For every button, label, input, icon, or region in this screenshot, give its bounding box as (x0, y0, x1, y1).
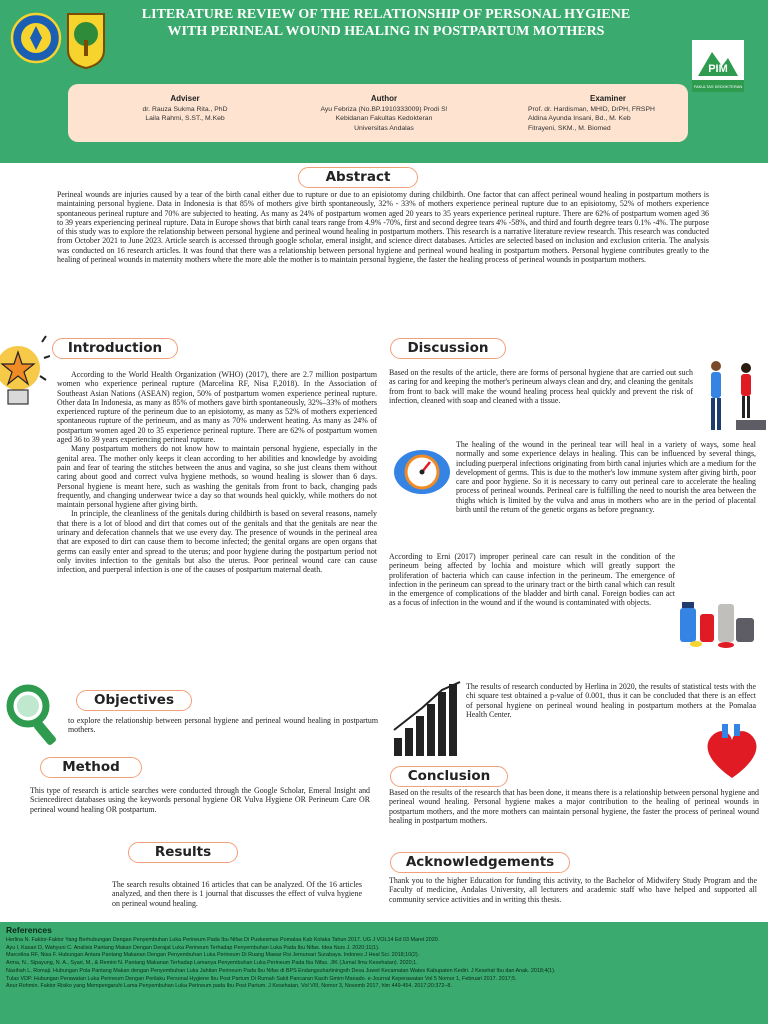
magnifier-icon (0, 678, 66, 752)
references-section (0, 922, 768, 1024)
discussion-heading: Discussion (390, 338, 506, 359)
examiner-name: Prof. dr. Hardisman, MHID, DrPH, FRSPH (528, 105, 655, 113)
author-line: Universitas Andalas (354, 124, 414, 132)
abstract-heading: Abstract (298, 167, 418, 188)
discussion-paragraph-2 (456, 440, 756, 514)
method-paragraph: This type of research is article searches were conducted through the Google Scholar, Emeral Insight and Sciencedirect databases using the keywords personal hygiene OR Vulva Hygiene OR Perineum Care OR perineal wound healing OR postpartum. (30, 786, 370, 814)
reference-item: Herlina N. Faktor-Faktor Yang Berhubungan Dengan Penyembuhan Luka Perineum Pada Ibu Nifas Di Puskesmas Pomalaa Kab Kolaka Tahun 2017. UG J VOL14 Ed 03 Maret 2020. (6, 937, 440, 943)
university-seal-icon (10, 8, 62, 70)
introduction-paragraph-1: According to the World Health Organization (WHO) (2017), there are 2.7 million postpartum women who experience perineal rupture (Marcelina RF, Nisa F,2018). In the Association of Southeast Asian Nations (ASEAN) region, 50% of postpartum women experience perineal rupture. Other data In Indonesia, as many as 85% of mothers gave birth spontaneously, 32%–33% of mothers experienced rupture of the perineum due to an episiotomy, as many as 52% of mothers experienced spontaneous rupture of the perineum, and as many as 70% underwent heating. As many as 24% of postpartum women aged 20 to 35 experience perineal rupture. There are 62% of postpartum women aged 36 to 39 years experiencing perineal rupture. (57, 370, 377, 445)
lightbulb-icon (0, 328, 50, 424)
pim-logo-text: PIM (708, 63, 728, 75)
discussion-text-2: The healing of the wound in the perineal tear will heal in a variety of ways, some heal normally and some experience delays in healing. This can be influenced by several things, including puerperal infections originating from birth canal injuries which are a medium for the development of germs. This is due to the mother's low immune system after giving birth, poor care and poor hygiene. So it is necessary to carry out perineal care to accelerate the healing process of perineal wounds. Perineal care is fulfilling the need to nourish the area between the thighs which is limited by the vulva and anus in mothers who are in the period of placental birth until the return of the genetic organs as before pregnancy. (456, 440, 756, 515)
conclusion-text (389, 788, 759, 825)
andalas-tree-icon (64, 10, 108, 70)
objectives-paragraph: to explore the relationship between personal hygiene and perineal wound healing in postpartum mothers. (68, 716, 378, 735)
introduction-paragraph-3: In principle, the cleanliness of the genitals during childbirth is based on several reasons, namely that there is a lot of blood and dirt that comes out of the genitals and that the genitals are near the urinary and defecation channels that we use every day. The presence of wounds in the perineal area that are exposed to dirt can cause them to become infected; the genital organs are open organs that germs can easily enter and spread to the uterus; and poor hygiene during the postpartum period not only invites infection to the genitals but also the uterus. Poor perineal wound care can cause infection, and puerperal infection is one of the causes of postpartum maternal death. (57, 509, 377, 575)
references-heading: References (6, 925, 52, 935)
header-banner (0, 0, 768, 163)
bar-chart-illustration-icon (392, 680, 464, 758)
introduction-paragraph-2: Many postpartum mothers do not know how to maintain personal hygiene, especially in the genital area. The mother only keeps it clean according to her abilities and knowledge by avoiding pain and fear of tearing the stitches between the anus and vagina, so she just cleans them without caring about good and correct vulva hygiene methods, so wound healing is slower than 6 days. Personal hygiene is meant here, such as washing the genitals from front to back, changing pads frequently, and changing underwear twice a day so that wounds heal quickly, while mothers do not maintain personal hygiene after giving birth. (57, 444, 377, 510)
examiner-heading: Examiner (589, 94, 627, 103)
objectives-heading: Objectives (76, 690, 192, 711)
medicine-bottles-icon (676, 590, 760, 650)
examiner-name: Fitrayeni, SKM., M. Biomed (528, 124, 611, 132)
reference-item: Tulas VDP. Hubungan Perawatan Luka Perineum Dengan Perilaku Personal Hygiene Ibu Post Partum Di Rumah Sakit Pancaran Kasih Gmim Manado. e-Journal Keperawatan Vol 5 Nomor 1, Februari 2017. 2017;5. (6, 975, 517, 982)
conclusion-heading: Conclusion (390, 766, 508, 787)
fitness-people-icon (702, 356, 768, 440)
discussion-paragraph-4 (466, 682, 756, 719)
author-block (292, 94, 476, 133)
discussion-text-3: According to Erni (2017) improper perineal care can result in the condition of the perineum being affected by lochia and moisture which will greatly support the proliferation of bacteria which can cause infection in the perineum. The emergence of infection in the perineum can spread to the urinary tract or the birth canal which can result in the emergence of complications of the bladder and birth canal. Foreign bodies can act as a focus of infection in the wound and if the wound is contaminated with objects. (389, 552, 675, 608)
examiner-name: Aldina Ayunda Insani, Bd., M. Keb (528, 115, 631, 122)
acknowledgements-heading: Acknowledgements (390, 852, 570, 873)
objectives-text (68, 716, 378, 735)
method-heading: Method (40, 757, 142, 778)
heart-organ-icon (700, 722, 764, 780)
adviser-heading: Adviser (170, 94, 200, 103)
discussion-text-4: The results of research conducted by Herlina in 2020, the results of statistical tests with the chi square test obtained a p-value of 0.001, thus it can be concluded that there is an effect of personal hygiene on perineal wound healing in postpartum mothers at the Pomalaa Health Center. (466, 682, 756, 719)
abstract-paragraph: Perineal wounds are injuries caused by a tear of the birth canal either due to rupture or due to an episiotomy during childbirth. One factor that can affect perineal wound healing in postpartum mothers is maintaining personal hygiene. Data in Indonesia is that 85% of mothers give birth spontaneously, 32% - 33% of mothers experience perineal rupture due to an episiotomy, 52% of mothers experience spontaneous perineal rupture and 70% are subjected to heating. As many as 24% of postpartum women aged 20 years to 35 years experience perineal rupture. There are 62% of postpartum women aged 36 to 39 years experiencing perineal rupture. Data in Europe shows that birth canal tears range from 4.9% -70%, first and second degree tears 4% -58%, and third and fourth degree tears 0.1% -4%. The purpose of this study was to explore the relationship between personal hygiene and perineal wound healing in postpartum mothers. This research is a narrative literature review research. This research was conducted from October 2021 to June 2023. Article search is accessed through google scholar, emeral insight, and science direct databases. Articles are selected based on inclusion and exclusion criteria. The analysis was conducted on 16 research articles. It was found that there was a relationship between personal hygiene and perineal wound healing in postpartum mothers. Personal hygiene contributes greatly to the healing of perineal wounds in maternity mothers where the more able the mother is to maintain personal hygiene, the faster the healing process of perineal wounds in postpartum mothers. (57, 190, 709, 265)
title-line-1: LITERATURE REVIEW OF THE RELATIONSHIP OF PERSONAL HYGIENE (141, 7, 631, 22)
method-text (30, 786, 370, 814)
adviser-block (120, 94, 250, 124)
acknowledgements-text (389, 876, 757, 904)
adviser-name: Laila Rahmi, S.ST., M.Keb (145, 115, 225, 122)
scale-gauge-icon (392, 446, 452, 496)
author-line: Kebidanan Fakultas Kedokteran (335, 115, 433, 122)
discussion-paragraph-1 (389, 368, 693, 405)
results-paragraph: The search results obtained 16 articles that can be analyzed. Of the 16 articles analyzed, and then there is 1 journal that discusses the effect of vulva hygiene on perineal wound healing. (112, 880, 362, 908)
reference-item: Nasihah L, Romaji. Hubungan Pola Pantang Makan dengan Penyembuhan Luka Jahitan Perineum Pada Ibu Nifas di BPS Endangsuhartiningsih Desa Juwet Kecamatan Wates Kabupaten Kediri. J Kesehat Ibu dan Anak. 2018;4(1). (6, 967, 556, 974)
results-text (112, 880, 362, 908)
adviser-name: dr. Rauza Sukma Rita., PhD (142, 105, 228, 113)
discussion-text-1: Based on the results of the article, there are forms of personal hygiene that are carried out such as caring for and keeping the mother's perineum always clean and dry, and cleaning the genitals from front to back will make the wound healing process heal quickly and prevent the risk of infection, cleaned with soap and cleaned with a tissue. (389, 368, 693, 405)
poster-title (112, 6, 660, 40)
title-line-2: WITH PERINEAL WOUND HEALING IN POSTPARTUM MOTHERS (167, 24, 605, 39)
abstract-text (57, 190, 709, 264)
introduction-heading: Introduction (52, 338, 178, 359)
introduction-text (57, 370, 377, 575)
reference-item: Marcelina RF, Nisa F. Hubungan Antara Pantang Makanan Dengan Penyembuhan Luka Perineum Di Ruang Mawar Rsi Jemursari Surabaya. Indones J Heal Sci. 2018;10(2). (6, 952, 420, 959)
reference-item: Ayu I, Kasari D, Wahyuni C. Analisis Pantang Makan Dengan Derajat Luka Perineum Terhadap Penyembuhan Luka Pada Ibu Nifas. Idea Nurs J. 2020;11(1). (6, 944, 380, 951)
conclusion-paragraph: Based on the results of the research that has been done, it means there is a relationship between personal hygiene and perineal wound healing. Personal hygiene makes a major contribution to the healing of perineal wounds in postpartum mothers, and the more mothers can maintain personal hygiene, the faster the process of perineal wound healing in postpartum mothers. (389, 788, 759, 825)
author-heading: Author (370, 94, 398, 103)
pim-logo-subtext: FAKULTAS KEDOKTERAN (693, 84, 743, 89)
results-heading: Results (128, 842, 238, 863)
reference-item: Arma, N., Sipayung, N. A., Syari, M., & Remini N. Pantang Makanan Terhadap Lamanya Penyembuhan Luka Perineum Pada Ibu Nifas. JIK (Jurnal Ilmu Kesehatan). 2020;1. (6, 960, 418, 967)
reference-item: Anur Rohmin. Faktor Risiko yang Mempengaruhi Lama Penyembuhan Luka Perineum pada Ibu Post Partum. J Kesehatan, Vol VIII, Nomor 3, Novemb 2017, hlm 449-454. 2017;20:372–8. (6, 983, 452, 990)
acknowledgements-paragraph: Thank you to the higher Education for funding this activity, to the Bachelor of Midwifery Study Program and the Faculty of medicine, Andalas University, all lecturers and academic staff who have helped and supported all community service activities and in writing this thesis. (389, 876, 757, 904)
author-line: Ayu Febriza (No.BP.1910333009) Prodi S! (320, 105, 448, 113)
examiner-block (528, 94, 688, 133)
people-info-bar (68, 84, 688, 142)
pim-logo-icon (692, 40, 744, 92)
discussion-paragraph-3 (389, 552, 675, 608)
